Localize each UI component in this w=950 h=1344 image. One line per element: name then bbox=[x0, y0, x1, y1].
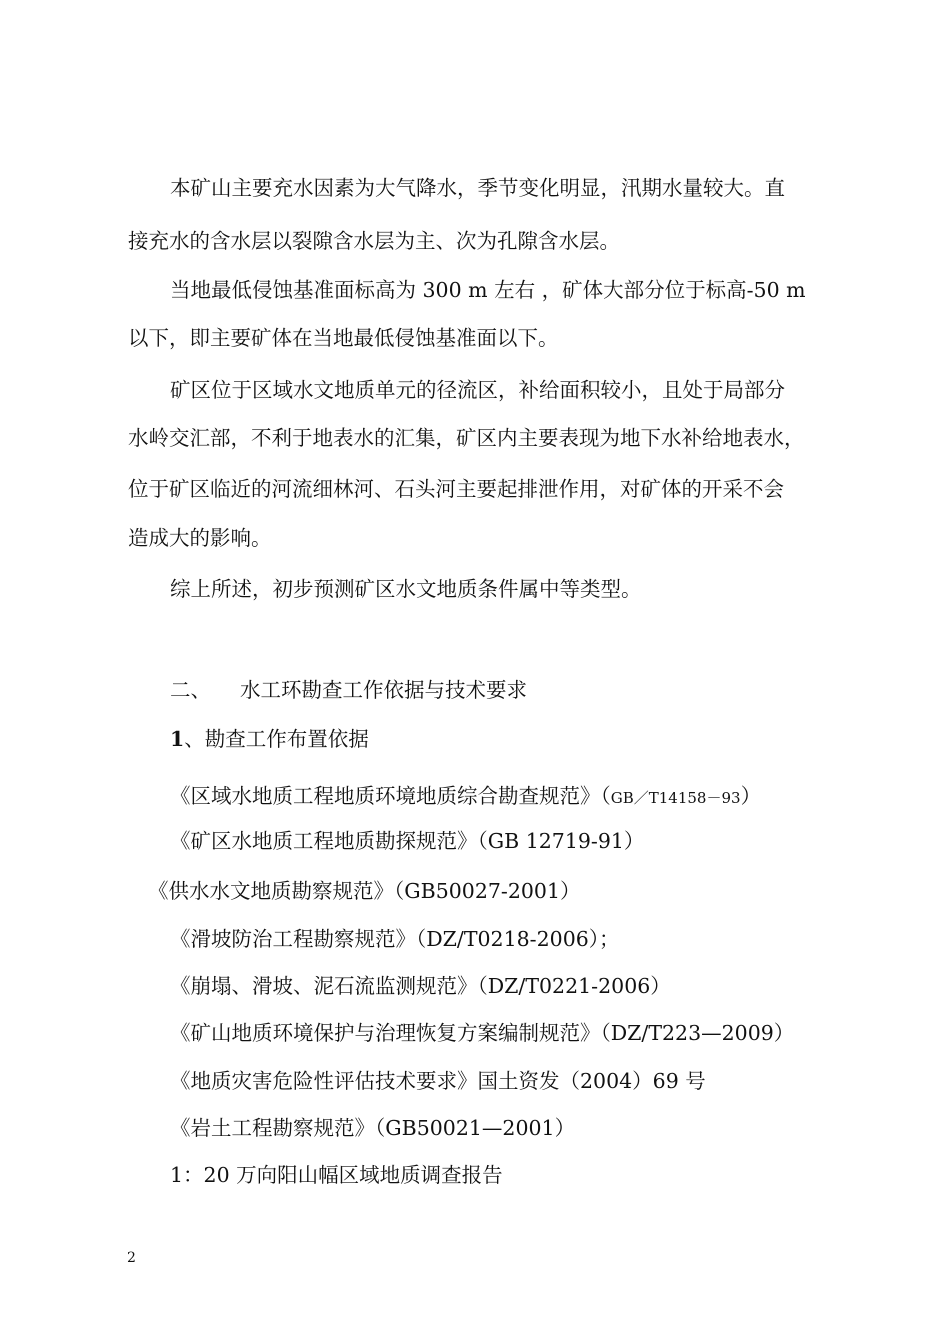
reference-item-3: 《供水水文地质勘察规范》（GB50027-2001） bbox=[148, 879, 581, 903]
reference-1-title: 《区域水地质工程地质环境地质综合勘查规范》（ bbox=[170, 784, 611, 808]
reference-item-4: 《滑坡防治工程勘察规范》（DZ/T0218-2006）； bbox=[170, 927, 620, 951]
paragraph-3-line-1: 矿区位于区域水文地质单元的径流区，补给面积较小，且处于局部分 bbox=[170, 378, 785, 402]
reference-item-9: 1：20 万向阳山幅区域地质调查报告 bbox=[170, 1163, 503, 1187]
reference-item-5: 《崩塌、滑坡、泥石流监测规范》（DZ/T0221-2006） bbox=[170, 974, 671, 998]
reference-item-1 bbox=[170, 783, 761, 811]
paragraph-3-line-3: 位于矿区临近的河流细林河、石头河主要起排泄作用，对矿体的开采不会 bbox=[128, 477, 784, 501]
section-title: 水工环勘查工作依据与技术要求 bbox=[240, 678, 527, 702]
paragraph-2-line-2: 以下，即主要矿体在当地最低侵蚀基准面以下。 bbox=[128, 326, 559, 350]
paragraph-3-line-4: 造成大的影响。 bbox=[128, 526, 272, 550]
subsection-heading bbox=[170, 726, 369, 752]
subsection-number: 1 bbox=[170, 727, 185, 751]
subsection-title: 、勘查工作布置依据 bbox=[184, 727, 369, 751]
paragraph-4-line-1: 综上所述，初步预测矿区水文地质条件属中等类型。 bbox=[170, 577, 642, 601]
section-heading bbox=[170, 677, 527, 703]
reference-item-7: 《地质灾害危险性评估技术要求》国土资发（2004）69 号 bbox=[170, 1069, 706, 1093]
reference-1-tail: ） bbox=[740, 784, 762, 808]
paragraph-1-line-1: 本矿山主要充水因素为大气降水，季节变化明显，汛期水量较大。直 bbox=[170, 176, 785, 200]
page-number: 2 bbox=[127, 1250, 136, 1266]
paragraph-3-line-2: 水岭交汇部，不利于地表水的汇集，矿区内主要表现为地下水补给地表水， bbox=[128, 426, 805, 450]
paragraph-1-line-2: 接充水的含水层以裂隙含水层为主、次为孔隙含水层。 bbox=[128, 229, 620, 253]
reference-item-8: 《岩土工程勘察规范》（GB50021—2001） bbox=[170, 1116, 576, 1140]
paragraph-2-line-1: 当地最低侵蚀基准面标高为 300 m 左右 ，矿体大部分位于标高-50 m bbox=[170, 278, 806, 302]
section-number: 二、 bbox=[170, 678, 211, 702]
reference-item-2: 《矿区水地质工程地质勘探规范》（GB 12719-91） bbox=[170, 829, 645, 853]
reference-1-code: GB／T14158－93 bbox=[610, 789, 741, 807]
reference-item-6: 《矿山地质环境保护与治理恢复方案编制规范》（DZ/T223—2009） bbox=[170, 1021, 795, 1045]
